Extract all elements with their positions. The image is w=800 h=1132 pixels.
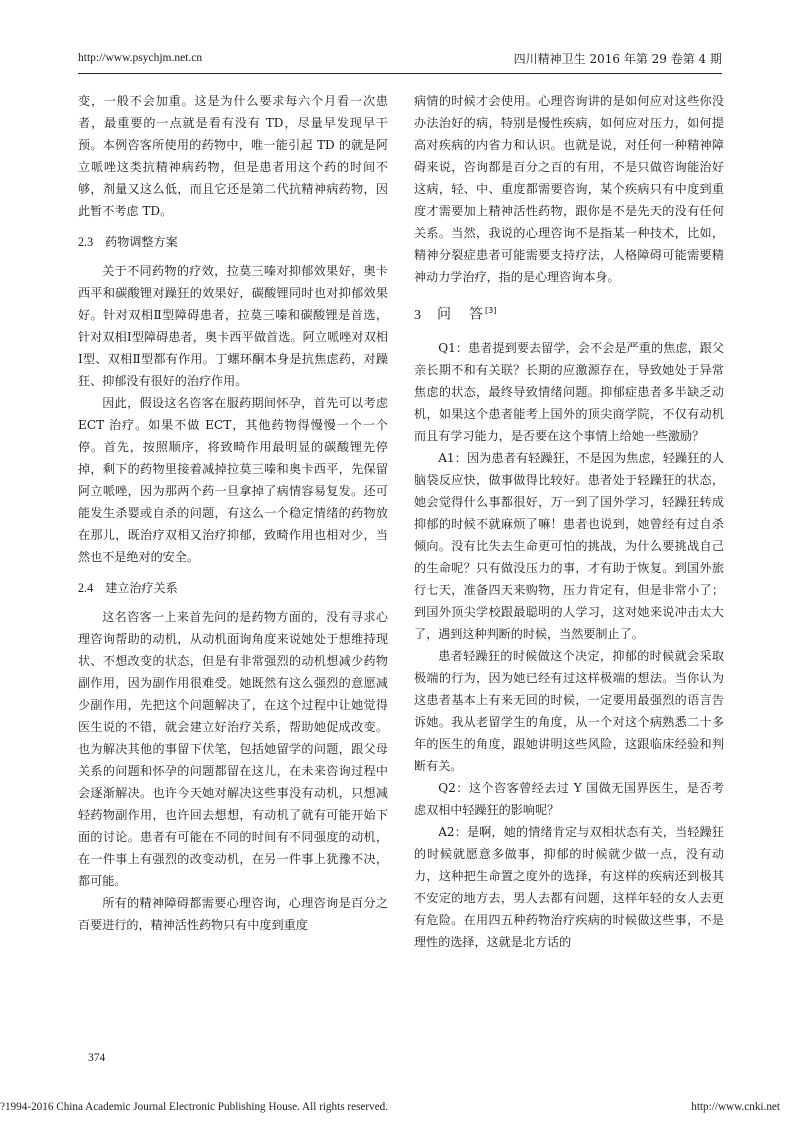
section-number: 3 (414, 307, 423, 323)
question-paragraph: Q2：这个咨客曾经去过 Y 国做无国界医生，是否考虑双相中轻躁狂的影响呢？ (414, 780, 724, 817)
section-title: 建立治疗关系 (105, 581, 178, 595)
header-url: http://www.psychjm.net.cn (78, 52, 203, 64)
page-number: 374 (88, 1052, 106, 1064)
answer-paragraph: A1：因为患者有轻躁狂，不是因为焦虑，轻躁狂的人脑袋反应快，做事做得比较好。患者处于轻躁狂的状态，她会觉得什么事都很好，万一到了国外学习，轻躁狂转成抑郁的时候不就麻烦了嘛！患者也说到，她曾经有过自杀倾向。没有比失去生命更可怕的挑战，为什么要挑战自己的生命呢？只有做没压力的事，才有助于恢复。到国外旅行七天，准备四天来购物，压力肯定有，但是非常小了；到国外顶尖学校跟最聪明的人学习，这对她来说冲击太大了，遇到这种判断的时候，当然要制止了。 (414, 450, 724, 641)
header-rule (78, 73, 722, 74)
answer-paragraph: 患者轻躁狂的时候做这个决定，抑郁的时候就会采取极端的行为，因为她已经有过这样极端的想法。当你认为这患者基本上有来无回的时候，一定要用最强烈的语言告诉她。我从老留学生的角度，从一个对这个病熟悉二十多年的医生的角度，跟她讲明这些风险，这跟临床经验和判断有关。 (414, 648, 724, 773)
paragraph: 所有的精神障碍都需要心理咨询，心理咨询是百分之百要进行的，精神活性药物只有中度到重度 (78, 896, 388, 932)
section-heading-2-3 (78, 231, 388, 253)
reference-marker: [3] (485, 306, 497, 315)
section-title: 问 答 (437, 306, 485, 323)
paragraph: 病情的时候才会使用。心理咨询讲的是如何应对这些你没办法治好的病，特别是慢性疾病，如何应对压力，如何提高对疾病的内省力和认识。也就是说，对任何一种精神障碍来说，咨询都是百分之百的有用，不是只做咨询能治好这病，轻、中、重度都需要咨询，某个疾病只有中度到重度才需要加上精神活性药物，跟你是不是先天的没有任何关系。当然，我说的心理咨询不是指某一种技术，比如，精神分裂症患者可能需要支持疗法，人格障碍可能需要精神动力学治疗，指的是心理咨询本身。 (414, 94, 724, 284)
section-title: 药物调整方案 (105, 235, 178, 249)
footer-copyright: ?1994-2016 China Academic Journal Electronic Publishing House. All rights reserved. (0, 1101, 389, 1113)
section-heading-2-4 (78, 577, 388, 599)
section-heading-3 (414, 300, 724, 327)
header-journal-info: 四川精神卫生 2016 年第 29 卷第 4 期 (513, 52, 722, 66)
left-column (78, 90, 388, 936)
paragraph: 这名咨客一上来首先问的是药物方面的，没有寻求心理咨询帮助的动机，从动机面询角度来说她处于想维持现状、不想改变的状态，但是有非常强烈的动机想减少药物副作用，因为副作用很难受。她既然有这么强烈的意愿减少副作用，先把这个问题解决了，在这个过程中让她觉得医生说的不错，就会建立好治疗关系，帮助她促成改变。也为解决其他的事留下伏笔，包括她留学的问题，跟父母关系的问题和怀孕的问题都留在这儿，在未来咨询过程中会逐渐解决。也许今天她对解决这些事没有动机，只想减轻药物副作用，也许回去想想，有动机了就有可能开始下面的讨论。患者有可能在不同的时间有不同强度的动机，在一件事上有强烈的改变动机，在另一件事上犹豫不决，都可能。 (78, 610, 388, 888)
answer-paragraph: A2：是啊，她的情绪肯定与双相状态有关，当轻躁狂的时候就愿意多做事，抑郁的时候就少做一点，没有动力，这种把生命置之度外的选择，有这样的疾病还到极其不安定的地方去，男人去都有问题，这样年轻的女人去更有危险。在用四五种药物治疗疾病的时候做这些事，不是理性的选择，这就是北方话的 (414, 824, 724, 949)
paragraph: 变，一般不会加重。这是为什么要求每六个月看一次患者，最重要的一点就是看有没有 TD，尽量早发现早干预。本例咨客所使用的药物中，唯一能引起 TD 的就是阿立哌唑这类抗精神病药物，但是患者用这个药的时间不够，剂量又这么低，而且它还是第二代抗精神病药物，因此暂不考虑 TD。 (78, 94, 388, 218)
paragraph: 关于不同药物的疗效，拉莫三嗪对抑郁效果好，奥卡西平和碳酸锂对躁狂的效果好，碳酸锂同时也对抑郁效果好。针对双相Ⅱ型障碍患者，拉莫三嗪和碳酸锂是首选，针对双相Ⅰ型障碍患者，奥卡西平做首选。阿立哌唑对双相Ⅰ型、双相Ⅱ型都有作用。丁螺环酮本身是抗焦虑药，对躁狂、抑郁没有很好的治疗作用。 (78, 264, 388, 388)
question-paragraph: Q1：患者提到要去留学，会不会是严重的焦虑，跟父亲长期不和有关联？长期的应激源存在，导致她处于异常焦虑的状态，最终导致情绪问题。抑郁症患者多半缺乏动机，如果这个患者能考上国外的顶尖商学院，不仅有动机而且有学习能力，是否要在这个事情上给她一些激励？ (414, 340, 724, 443)
footer-url: http://www.cnki.net (691, 1101, 780, 1113)
right-column (414, 90, 724, 953)
paragraph: 因此，假设这名咨客在服药期间怀孕，首先可以考虑 ECT 治疗。如果不做 ECT，其他药物得慢慢一个一个停。首先，按照顺序，将致畸作用最明显的碳酸锂先停掉，剩下的药物里接着减掉拉莫三嗪和奥卡西平，先保留阿立哌唑，因为那两个药一旦拿掉了病情容易复发。还可能发生杀婴或自杀的问题，有这么一个稳定情绪的药物放在那儿，既治疗双相又治疗抑郁，致畸作用也相对少，当然也不是绝对的安全。 (78, 396, 388, 564)
section-number: 2.4 (78, 581, 94, 595)
section-number: 2.3 (78, 235, 94, 249)
